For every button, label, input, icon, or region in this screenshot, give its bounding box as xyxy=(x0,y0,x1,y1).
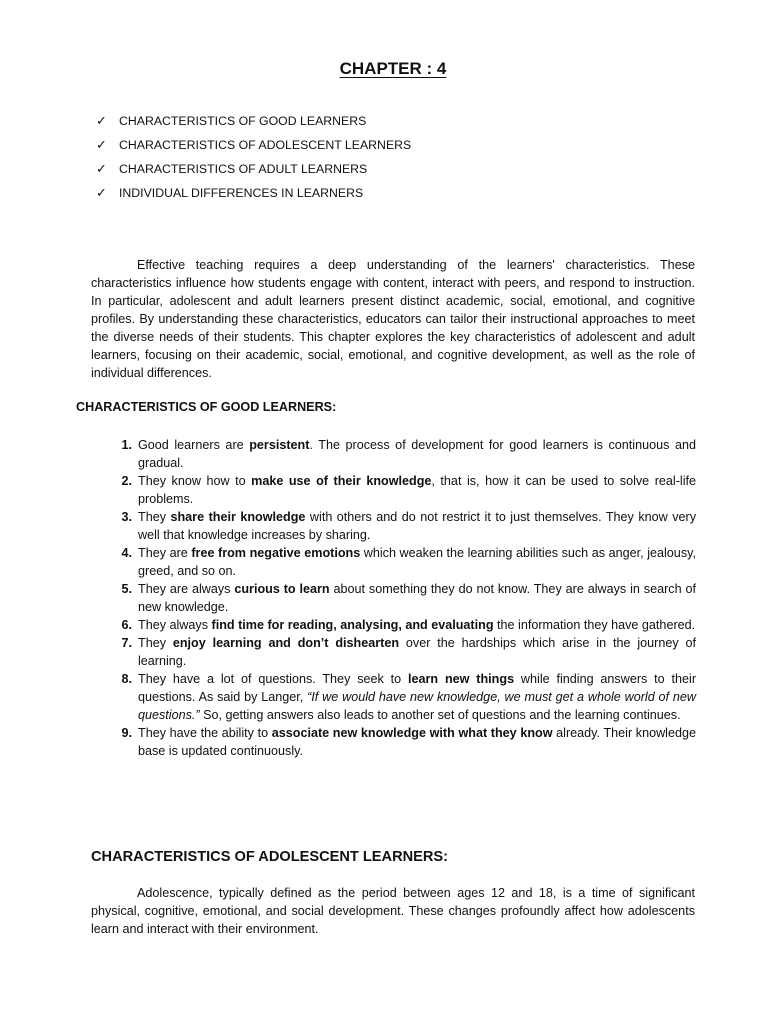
item-text: Good learners are xyxy=(138,438,250,452)
adolescent-intro-paragraph: Adolescence, typically defined as the period between ages 12 and 18, is a time of significant physical, cognitive, emotional, and social development. These changes profoundly affect how adolescents learn and interact with their environment. xyxy=(91,886,695,936)
item-number: 4. xyxy=(121,546,132,560)
checkmark-icon: ✓ xyxy=(96,137,107,152)
good-learners-heading: CHARACTERISTICS OF GOOD LEARNERS: xyxy=(76,400,337,414)
item-bold-text: associate new knowledge with what they know xyxy=(271,726,553,740)
item-number: 6. xyxy=(121,618,132,632)
adolescent-learners-heading: CHARACTERISTICS OF ADOLESCENT LEARNERS: xyxy=(91,849,449,865)
list-item xyxy=(121,616,696,634)
item-text: while finding answers to their questions. As said by Langer, xyxy=(138,672,697,704)
checklist-item-label: CHARACTERISTICS OF ADULT LEARNERS xyxy=(119,162,368,176)
langer-quote: “If we would have new knowledge, we must get a whole world of new questions.” xyxy=(138,690,697,722)
list-item xyxy=(121,724,696,760)
item-text: over the hardships which arise in the journey of learning. xyxy=(138,636,696,668)
list-item xyxy=(121,436,696,472)
intro-paragraph: Effective teaching requires a deep understanding of the learners' characteristics. These characteristics influence how students engage with content, interact with peers, and respond to instruction. In particular, adolescent and adult learners present distinct academic, social, emotional, and cognitive profiles. By understanding these characteristics, educators can tailor their instructional approaches to meet the diverse needs of their students. This chapter explores the key characteristics of adolescent and adult learners, focusing on their academic, social, emotional, and cognitive development, as well as the role of individual differences. xyxy=(91,258,695,380)
checklist-item xyxy=(96,184,411,208)
item-text: They know how to xyxy=(138,474,252,488)
chapter-topic-checklist xyxy=(96,112,411,208)
item-text: They are always xyxy=(138,582,235,596)
checkmark-icon: ✓ xyxy=(96,161,107,176)
item-text: about something they do not know. They are always in search of new knowledge. xyxy=(138,582,696,614)
item-bold-text: enjoy learning and don’t dishearten xyxy=(172,636,400,650)
item-text: So, getting answers also leads to another set of questions and the learning continues. xyxy=(199,708,681,722)
chapter-title: CHAPTER : 4 xyxy=(339,59,447,78)
item-bold-text: share their knowledge xyxy=(170,510,306,524)
item-text: , that is, how it can be used to solve real-life problems. xyxy=(138,474,696,506)
item-text: They xyxy=(138,510,171,524)
list-item xyxy=(121,472,696,508)
item-text: the information they have gathered. xyxy=(493,618,696,632)
list-item xyxy=(121,544,696,580)
item-text: They always xyxy=(138,618,212,632)
item-bold-text: curious to learn xyxy=(234,582,330,596)
item-bold-text: free from negative emotions xyxy=(191,546,361,560)
checklist-item-label: INDIVIDUAL DIFFERENCES IN LEARNERS xyxy=(119,186,364,200)
list-item xyxy=(121,508,696,544)
item-number: 5. xyxy=(121,582,132,596)
checklist-item xyxy=(96,136,411,160)
checkmark-icon: ✓ xyxy=(96,113,107,128)
item-number: 8. xyxy=(121,672,132,686)
item-number: 2. xyxy=(121,474,132,488)
item-text: with others and do not restrict it to just themselves. They know very well that knowledge increases by sharing. xyxy=(138,510,696,542)
item-text: They have the ability to xyxy=(138,726,272,740)
item-number: 9. xyxy=(121,726,132,740)
item-text: They are xyxy=(138,546,192,560)
item-bold-text: learn new things xyxy=(408,672,515,686)
checklist-item xyxy=(96,112,411,136)
item-number: 3. xyxy=(121,510,132,524)
good-learners-list xyxy=(121,436,697,760)
item-text: . The process of development for good learners is continuous and gradual. xyxy=(138,438,696,470)
item-bold-text: persistent xyxy=(249,438,310,452)
item-bold-text: make use of their knowledge xyxy=(251,474,432,488)
checklist-item xyxy=(96,160,411,184)
item-text: They xyxy=(138,636,173,650)
checklist-item-label: CHARACTERISTICS OF GOOD LEARNERS xyxy=(119,114,367,128)
item-number: 1. xyxy=(121,438,132,452)
item-text: They have a lot of questions. They seek to xyxy=(138,672,409,686)
checkmark-icon: ✓ xyxy=(96,185,107,200)
item-bold-text: find time for reading, analysing, and evaluating xyxy=(211,618,494,632)
item-text: which weaken the learning abilities such as anger, jealousy, greed, and so on. xyxy=(138,546,696,578)
list-item xyxy=(121,580,696,616)
list-item xyxy=(121,634,696,670)
item-text: already. Their knowledge base is updated continuously. xyxy=(138,726,696,758)
list-item xyxy=(121,670,697,724)
item-number: 7. xyxy=(121,636,132,650)
checklist-item-label: CHARACTERISTICS OF ADOLESCENT LEARNERS xyxy=(119,138,412,152)
